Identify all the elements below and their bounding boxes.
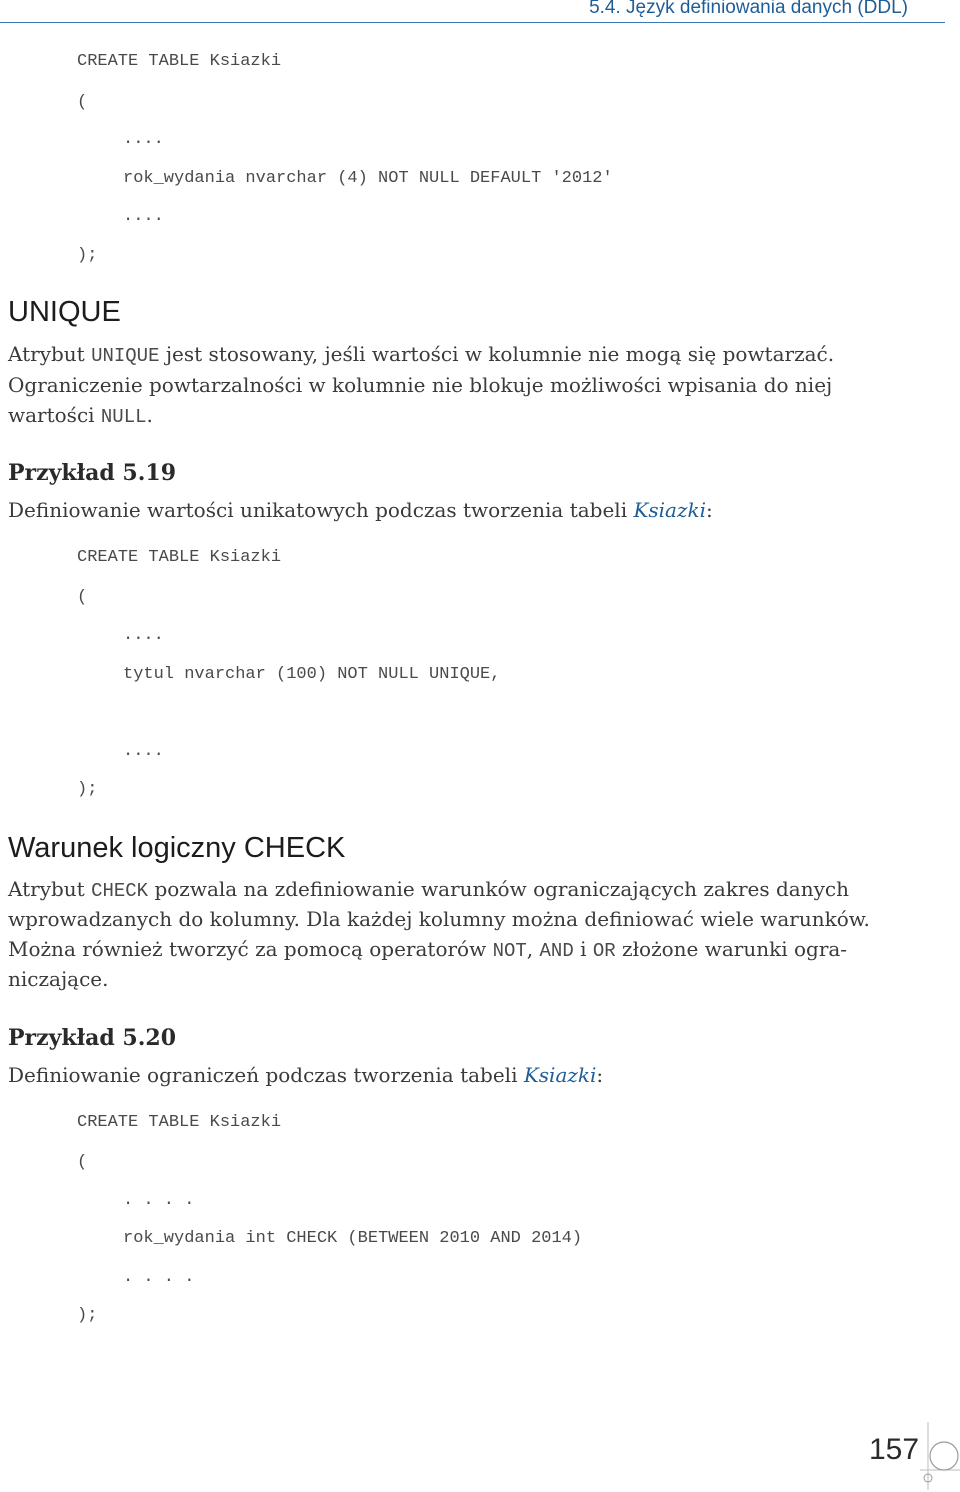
section-heading-check: Warunek logiczny CHECK bbox=[8, 832, 346, 864]
code-line: ); bbox=[77, 780, 98, 799]
code-line: ( bbox=[77, 588, 88, 607]
code-line: .... bbox=[123, 207, 164, 226]
code-line: CREATE TABLE Ksiazki bbox=[77, 548, 282, 567]
paragraph-line: wprowadzanych do kolumny. Dla każdej kolumny można definiować wiele warunków. bbox=[8, 907, 870, 931]
paragraph-line: Ograniczenie powtarzalności w kolumnie nie blokuje możliwości wpisania do niej bbox=[8, 373, 833, 397]
code-line: rok_wydania nvarchar (4) NOT NULL DEFAULT '2012' bbox=[123, 169, 613, 188]
code-line: rok_wydania int CHECK (BETWEEN 2010 AND 2014) bbox=[123, 1229, 583, 1248]
paragraph-line: Atrybut UNIQUE jest stosowany, jeśli wartości w kolumnie nie mogą się powtarzać. bbox=[8, 342, 835, 367]
code-line: .... bbox=[123, 130, 164, 149]
circle-ornament-icon bbox=[920, 1420, 960, 1492]
section-heading-unique: UNIQUE bbox=[8, 296, 121, 328]
example-description: Definiowanie wartości unikatowych podczas tworzenia tabeli Ksiazki: bbox=[8, 498, 713, 522]
code-line: ); bbox=[77, 1306, 98, 1325]
code-line: ( bbox=[77, 93, 88, 112]
code-line: . . . . bbox=[123, 1191, 195, 1210]
paragraph-line: niczające. bbox=[8, 967, 109, 991]
code-line: .... bbox=[123, 742, 164, 761]
running-header bbox=[0, 0, 945, 23]
code-line: tytul nvarchar (100) NOT NULL UNIQUE, bbox=[123, 665, 501, 684]
code-line: CREATE TABLE Ksiazki bbox=[77, 52, 282, 71]
paragraph-line: Atrybut CHECK pozwala na zdefiniowanie warunków ograniczających zakres danych bbox=[8, 877, 849, 902]
example-label: Przykład 5.19 bbox=[8, 460, 176, 486]
paragraph-line: Można również tworzyć za pomocą operatorów NOT, AND i OR złożone warunki ogra- bbox=[8, 937, 848, 962]
code-line: . . . . bbox=[123, 1268, 195, 1287]
example-description: Definiowanie ograniczeń podczas tworzenia tabeli Ksiazki: bbox=[8, 1063, 604, 1087]
paragraph-line: wartości NULL. bbox=[8, 403, 153, 428]
header-title: 5.4. Język definiowania danych (DDL) bbox=[589, 0, 908, 18]
code-line: CREATE TABLE Ksiazki bbox=[77, 1113, 282, 1132]
code-line: .... bbox=[123, 626, 164, 645]
code-line: ( bbox=[77, 1153, 88, 1172]
example-label: Przykład 5.20 bbox=[8, 1025, 176, 1051]
page-number: 157 bbox=[869, 1433, 920, 1466]
code-line: ); bbox=[77, 246, 98, 265]
